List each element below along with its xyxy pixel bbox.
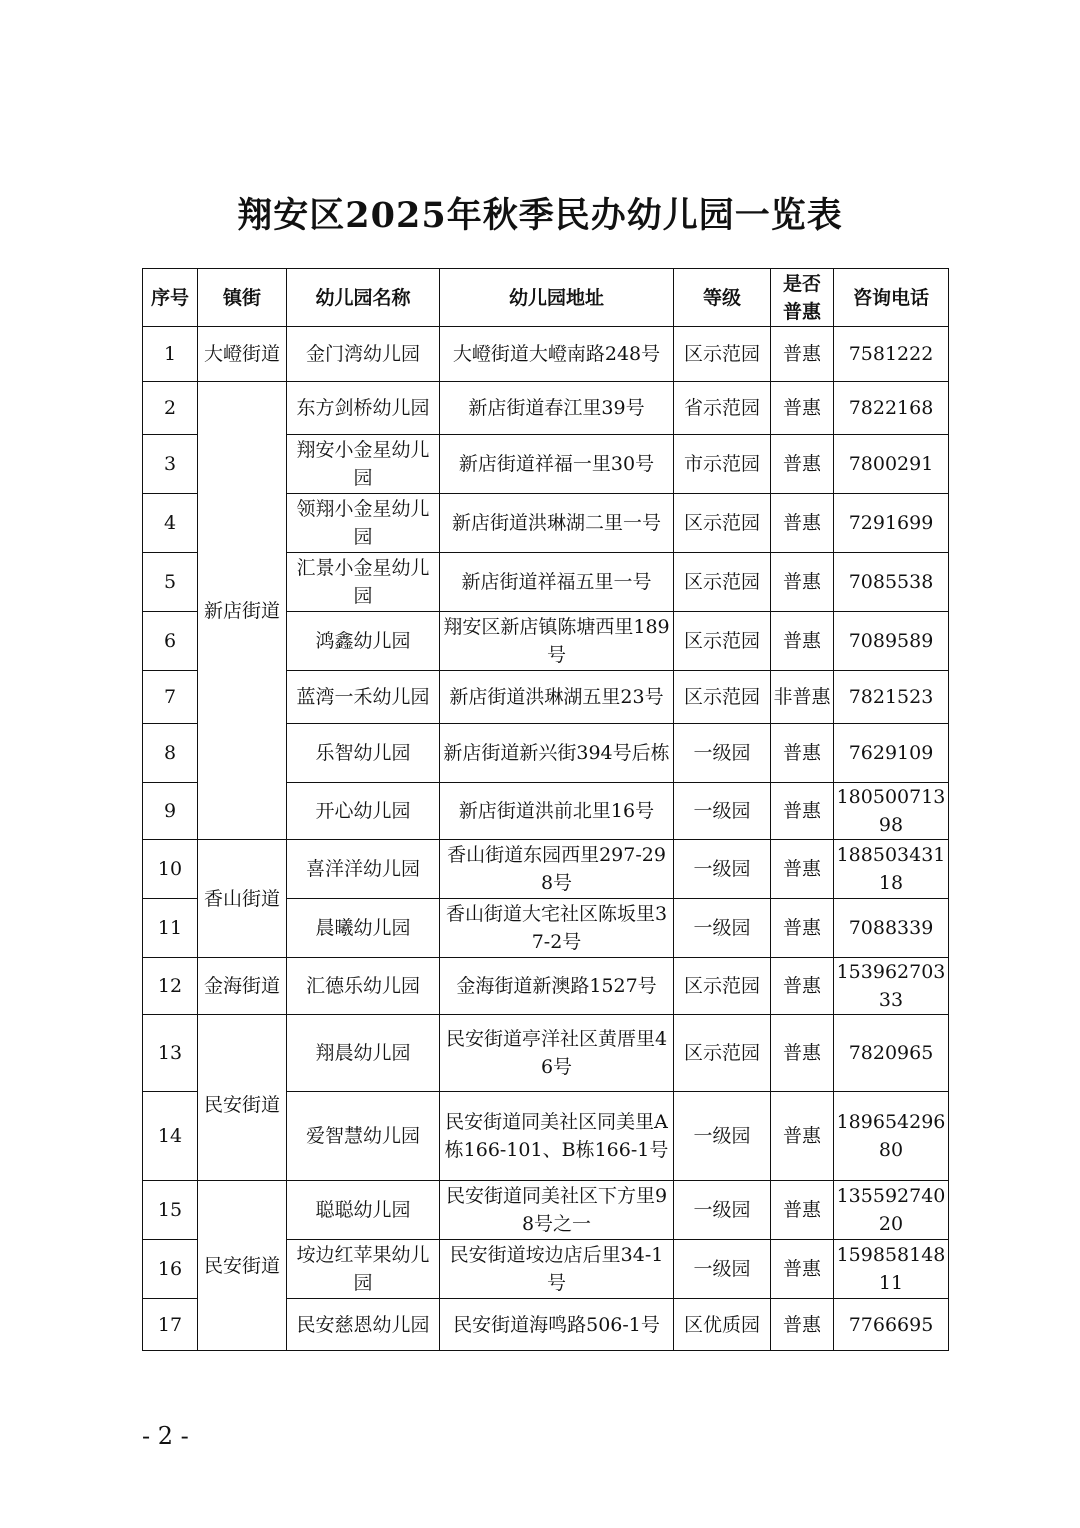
cell-seq: 12: [143, 958, 198, 1015]
cell-phone: 7822168: [834, 382, 949, 435]
cell-inclusive: 普惠: [771, 435, 834, 494]
cell-phone: 7820965: [834, 1015, 949, 1092]
cell-phone: 15396270333: [834, 958, 949, 1015]
cell-seq: 11: [143, 899, 198, 958]
cell-address: 新店街道洪前北里16号: [440, 783, 674, 840]
cell-address: 民安街道同美社区下方里98号之一: [440, 1181, 674, 1240]
cell-level: 一级园: [674, 899, 771, 958]
cell-seq: 8: [143, 724, 198, 783]
cell-address: 新店街道新兴街394号后栋: [440, 724, 674, 783]
cell-seq: 17: [143, 1299, 198, 1351]
table-header-row: [143, 269, 949, 327]
cell-address: 大嶝街道大嶝南路248号: [440, 327, 674, 382]
cell-inclusive: 普惠: [771, 840, 834, 899]
cell-address: 新店街道春江里39号: [440, 382, 674, 435]
cell-level: 区示范园: [674, 671, 771, 724]
cell-inclusive: 普惠: [771, 327, 834, 382]
header-address: 幼儿园地址: [440, 269, 674, 327]
cell-phone: 7581222: [834, 327, 949, 382]
cell-phone: 7821523: [834, 671, 949, 724]
cell-name: 爱智慧幼儿园: [287, 1092, 440, 1181]
cell-phone: 7089589: [834, 612, 949, 671]
cell-phone: 7766695: [834, 1299, 949, 1351]
cell-seq: 16: [143, 1240, 198, 1299]
cell-seq: 9: [143, 783, 198, 840]
cell-phone: 18050071398: [834, 783, 949, 840]
cell-address: 金海街道新澳路1527号: [440, 958, 674, 1015]
cell-street: 新店街道: [198, 382, 287, 840]
cell-inclusive: 普惠: [771, 724, 834, 783]
cell-inclusive: 普惠: [771, 1092, 834, 1181]
header-level: 等级: [674, 269, 771, 327]
cell-street: 民安街道: [198, 1181, 287, 1351]
cell-level: 一级园: [674, 724, 771, 783]
cell-street: 金海街道: [198, 958, 287, 1015]
table-row: [143, 382, 949, 435]
cell-level: 区示范园: [674, 612, 771, 671]
cell-name: 翔安小金星幼儿园: [287, 435, 440, 494]
cell-level: 一级园: [674, 1240, 771, 1299]
table-row: [143, 840, 949, 899]
cell-street: 民安街道: [198, 1015, 287, 1181]
page-title: 翔安区2025年秋季民办幼儿园一览表: [237, 195, 843, 236]
cell-phone: 18850343118: [834, 840, 949, 899]
cell-inclusive: 普惠: [771, 382, 834, 435]
cell-seq: 1: [143, 327, 198, 382]
cell-level: 省示范园: [674, 382, 771, 435]
cell-level: 区示范园: [674, 553, 771, 612]
cell-phone: 18965429680: [834, 1092, 949, 1181]
cell-address: 民安街道亭洋社区黄厝里46号: [440, 1015, 674, 1092]
cell-inclusive: 普惠: [771, 1015, 834, 1092]
cell-address: 新店街道洪琳湖五里23号: [440, 671, 674, 724]
cell-name: 喜洋洋幼儿园: [287, 840, 440, 899]
cell-seq: 5: [143, 553, 198, 612]
cell-level: 市示范园: [674, 435, 771, 494]
cell-street: 大嶝街道: [198, 327, 287, 382]
cell-address: 民安街道海鸣路506-1号: [440, 1299, 674, 1351]
cell-seq: 3: [143, 435, 198, 494]
kindergarten-table: [142, 268, 949, 1351]
cell-level: 区示范园: [674, 1015, 771, 1092]
cell-name: 翔晨幼儿园: [287, 1015, 440, 1092]
cell-phone: 13559274020: [834, 1181, 949, 1240]
cell-name: 民安慈恩幼儿园: [287, 1299, 440, 1351]
cell-phone: 7085538: [834, 553, 949, 612]
cell-inclusive: 非普惠: [771, 671, 834, 724]
cell-seq: 4: [143, 494, 198, 553]
cell-name: 领翔小金星幼儿园: [287, 494, 440, 553]
cell-phone: 7800291: [834, 435, 949, 494]
header-phone: 咨询电话: [834, 269, 949, 327]
page-number: - 2 -: [142, 1422, 189, 1450]
cell-address: 香山街道东园西里297-298号: [440, 840, 674, 899]
cell-address: 新店街道祥福五里一号: [440, 553, 674, 612]
cell-seq: 10: [143, 840, 198, 899]
cell-name: 垵边红苹果幼儿园: [287, 1240, 440, 1299]
cell-name: 乐智幼儿园: [287, 724, 440, 783]
cell-name: 东方剑桥幼儿园: [287, 382, 440, 435]
cell-name: 蓝湾一禾幼儿园: [287, 671, 440, 724]
cell-level: 一级园: [674, 840, 771, 899]
cell-inclusive: 普惠: [771, 1299, 834, 1351]
cell-name: 金门湾幼儿园: [287, 327, 440, 382]
cell-address: 翔安区新店镇陈塘西里189号: [440, 612, 674, 671]
cell-phone: 7291699: [834, 494, 949, 553]
cell-name: 鸿鑫幼儿园: [287, 612, 440, 671]
cell-address: 新店街道祥福一里30号: [440, 435, 674, 494]
cell-seq: 6: [143, 612, 198, 671]
cell-street: 香山街道: [198, 840, 287, 958]
cell-name: 汇德乐幼儿园: [287, 958, 440, 1015]
header-seq: 序号: [143, 269, 198, 327]
table-row: [143, 958, 949, 1015]
cell-level: 区优质园: [674, 1299, 771, 1351]
cell-phone: 7088339: [834, 899, 949, 958]
cell-seq: 2: [143, 382, 198, 435]
cell-level: 一级园: [674, 783, 771, 840]
cell-inclusive: 普惠: [771, 783, 834, 840]
cell-level: 区示范园: [674, 958, 771, 1015]
cell-level: 一级园: [674, 1092, 771, 1181]
table-row: [143, 327, 949, 382]
header-inclusive: 是否普惠: [771, 269, 834, 327]
cell-name: 聪聪幼儿园: [287, 1181, 440, 1240]
cell-inclusive: 普惠: [771, 1181, 834, 1240]
header-name: 幼儿园名称: [287, 269, 440, 327]
cell-inclusive: 普惠: [771, 553, 834, 612]
cell-seq: 13: [143, 1015, 198, 1092]
cell-level: 区示范园: [674, 494, 771, 553]
cell-level: 一级园: [674, 1181, 771, 1240]
header-street: 镇街: [198, 269, 287, 327]
cell-address: 香山街道大宅社区陈坂里37-2号: [440, 899, 674, 958]
table-row: [143, 1015, 949, 1092]
cell-name: 晨曦幼儿园: [287, 899, 440, 958]
cell-seq: 15: [143, 1181, 198, 1240]
cell-inclusive: 普惠: [771, 1240, 834, 1299]
cell-address: 新店街道洪琳湖二里一号: [440, 494, 674, 553]
cell-address: 民安街道同美社区同美里A栋166-101、B栋166-1号: [440, 1092, 674, 1181]
cell-seq: 7: [143, 671, 198, 724]
cell-inclusive: 普惠: [771, 494, 834, 553]
cell-inclusive: 普惠: [771, 958, 834, 1015]
cell-name: 开心幼儿园: [287, 783, 440, 840]
cell-level: 区示范园: [674, 327, 771, 382]
cell-inclusive: 普惠: [771, 612, 834, 671]
cell-name: 汇景小金星幼儿园: [287, 553, 440, 612]
cell-phone: 15985814811: [834, 1240, 949, 1299]
cell-address: 民安街道垵边店后里34-1号: [440, 1240, 674, 1299]
cell-inclusive: 普惠: [771, 899, 834, 958]
cell-phone: 7629109: [834, 724, 949, 783]
table-row: [143, 1181, 949, 1240]
cell-seq: 14: [143, 1092, 198, 1181]
